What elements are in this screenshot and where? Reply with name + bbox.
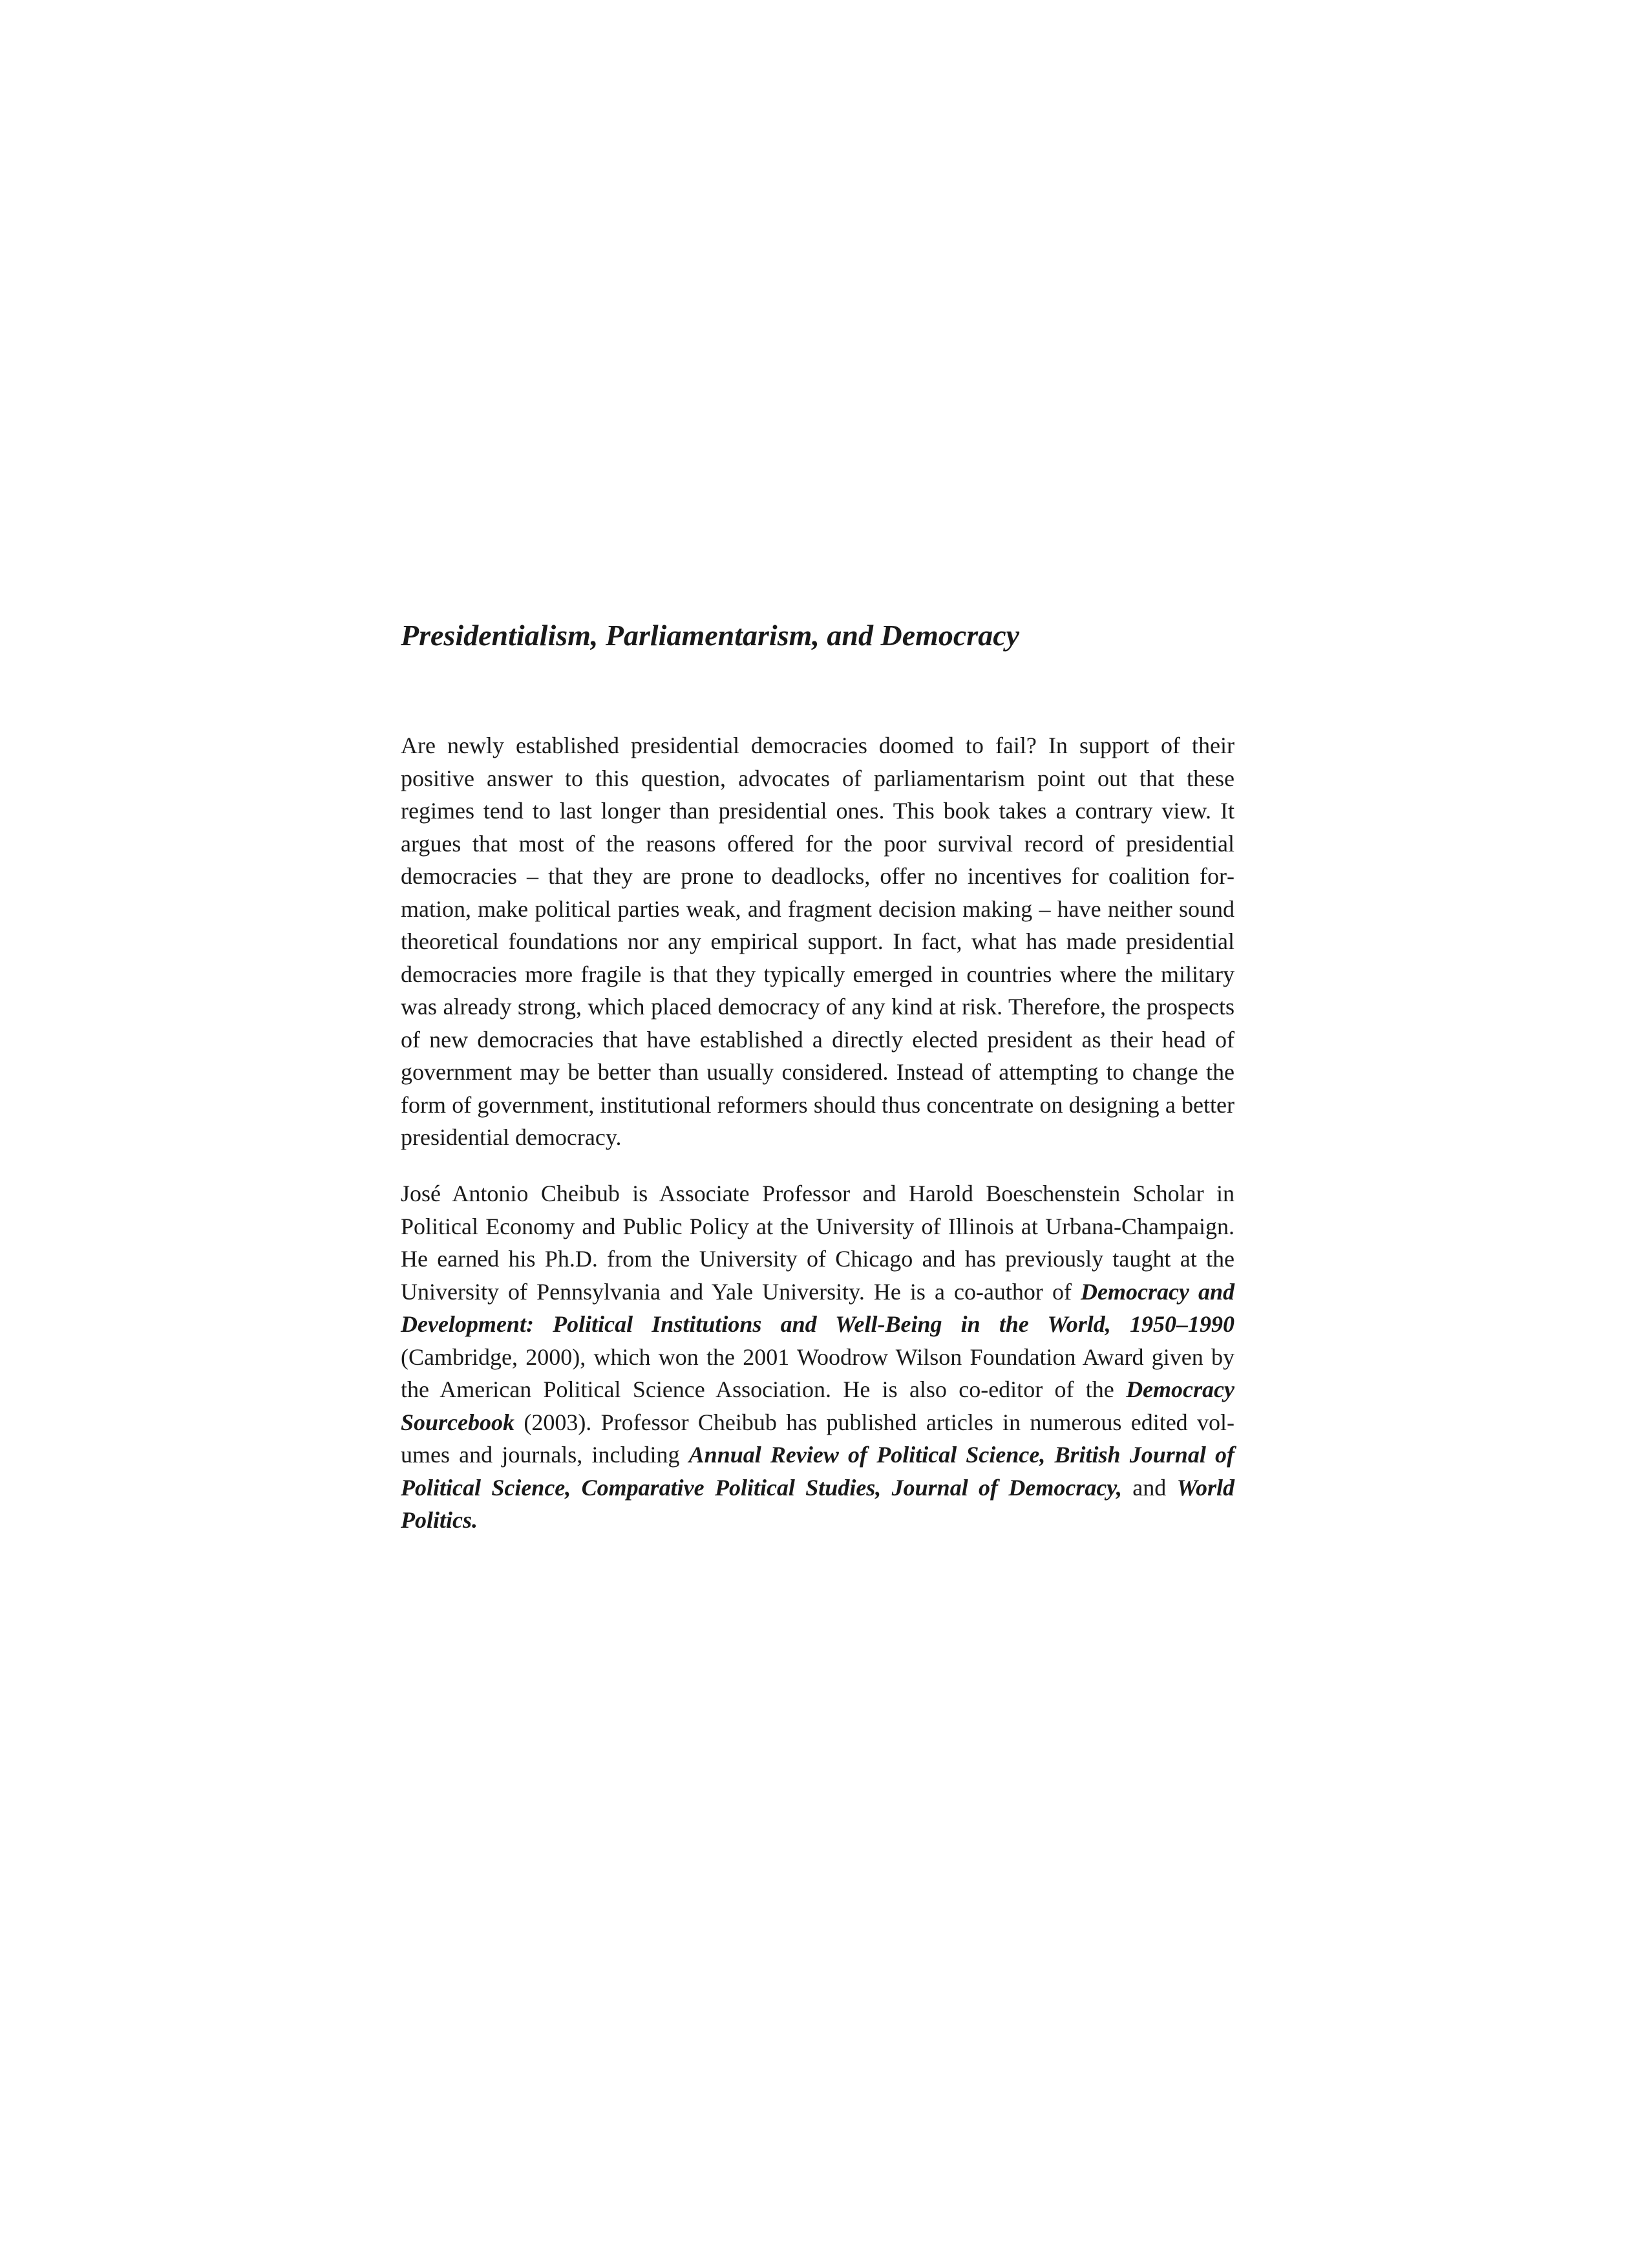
author-bio-text-2: (Cambridge, 2000), which won the 2001 Woodrow Wilson Foundation Award given by the American Political Science Association. He is also co-editor of the bbox=[401, 1343, 1235, 1402]
book-title: Presidentialism, Parliamentarism, and Democracy bbox=[401, 619, 1020, 652]
author-bio-text-1: José Antonio Cheibub is Associate Professor and Harold Boeschenstein Scholar in Political Economy and Public Policy at the University of Illinois at Urbana-Champaign. He earned his Ph.D. from the University of Chicago and has previously taught at the University of Pennsylvania and Yale University. He is a co-author of bbox=[401, 1181, 1235, 1305]
author-bio-text-4: and bbox=[1121, 1474, 1177, 1501]
author-bio bbox=[401, 1177, 1235, 1537]
journal-list: Annual Review of Political Science, British Journal of Political Science, Comparative Political Studies, Journal of Democracy, bbox=[401, 1442, 1235, 1501]
book-description: Are newly established presidential democracies doomed to fail? In support of their positive answer to this question, advocates of parliamentarism point out that these regimes tend to last longer than presidential ones. This book takes a contrary view. It argues that most of the reasons offered for the poor survival record of presidential democracies – that they are prone to deadlocks, offer no incentives for coalition formation, make political parties weak, and fragment decision making – have neither sound theoretical foundations nor any empirical support. In fact, what has made presidential democracies more fragile is that they typically emerged in countries where the military was already strong, which placed democracy of any kind at risk. Therefore, the prospects of new democracies that have established a directly elected president as their head of government may be better than usually considered. Instead of attempting to change the form of government, institutional reformers should thus concentrate on designing a better presidential democracy. bbox=[401, 733, 1235, 1150]
author-bio-text-3: (2003). Professor Cheibub has published articles in numerous edited volumes and journals, including bbox=[401, 1409, 1235, 1468]
journal-last: World Politics. bbox=[401, 1474, 1235, 1533]
book-citation-2: Democracy Sourcebook bbox=[401, 1376, 1235, 1435]
book-citation-1: Democracy and Development: Political Institutions and Well-Being in the World, 1950–1990 bbox=[401, 1278, 1235, 1337]
